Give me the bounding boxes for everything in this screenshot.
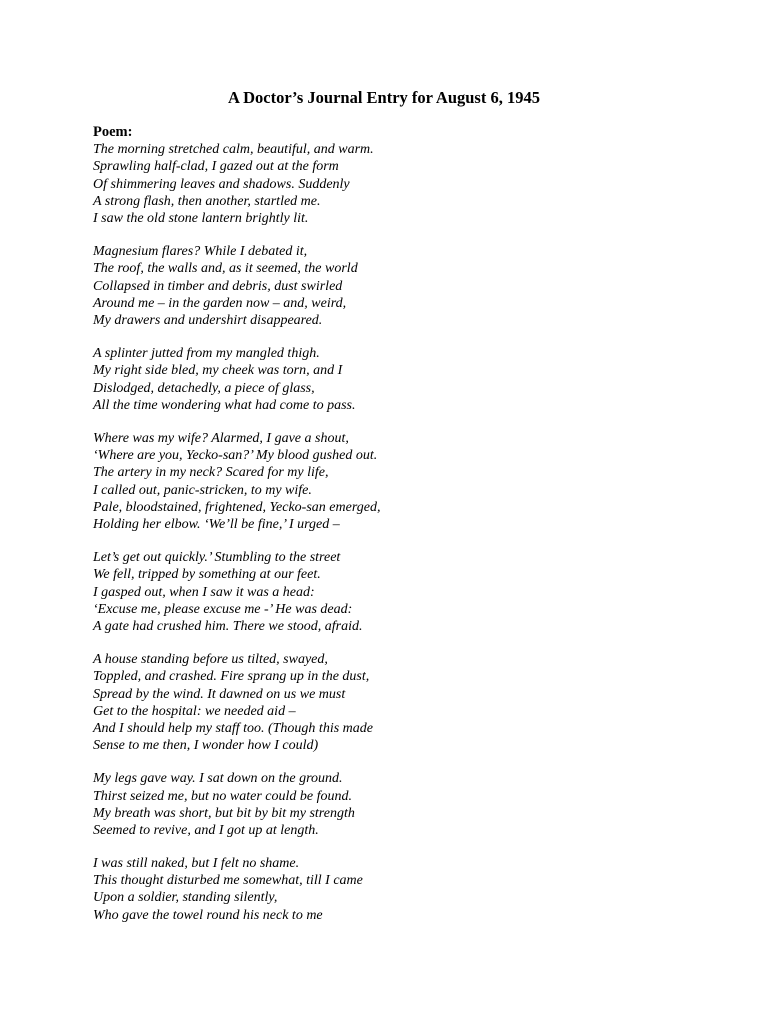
poem-line: All the time wondering what had come to pass. (93, 397, 356, 413)
poem-line: My drawers and undershirt disappeared. (93, 313, 323, 329)
poem-line: Around me – in the garden now – and, weird, (93, 295, 347, 311)
document-title: A Doctor’s Journal Entry for August 6, 1945 (228, 88, 540, 107)
poem-line: And I should help my staff too. (Though this made (93, 721, 373, 737)
stanza (93, 770, 713, 839)
poem-line: Magnesium flares? While I debated it, (93, 243, 308, 259)
poem-line: I was still naked, but I felt no shame. (93, 855, 300, 871)
poem-line: Pale, bloodstained, frightened, Yecko-san emerged, (93, 499, 381, 515)
stanza (93, 651, 713, 755)
poem-line: Where was my wife? Alarmed, I gave a shout, (93, 430, 349, 446)
poem-line: This thought disturbed me somewhat, till I came (93, 873, 363, 889)
poem (93, 124, 713, 940)
poem-line: We fell, tripped by something at our feet. (93, 567, 321, 583)
poem-line: The roof, the walls and, as it seemed, the world (93, 261, 358, 277)
poem-line: Let’s get out quickly.’ Stumbling to the street (93, 549, 341, 565)
stanza (93, 855, 713, 924)
poem-stanzas (93, 141, 713, 924)
poem-line: Who gave the towel round his neck to me (93, 907, 323, 923)
stanza (93, 430, 713, 534)
poem-line: A strong flash, then another, startled me. (93, 193, 321, 209)
poem-line: Dislodged, detachedly, a piece of glass, (93, 380, 315, 396)
poem-line: The morning stretched calm, beautiful, and warm. (93, 142, 374, 157)
poem-line: Toppled, and crashed. Fire sprang up in the dust, (93, 669, 370, 685)
poem-line: I saw the old stone lantern brightly lit. (93, 211, 309, 227)
poem-line: Collapsed in timber and debris, dust swirled (93, 278, 343, 294)
poem-line: A house standing before us tilted, swayed, (93, 651, 328, 667)
poem-line: My breath was short, but bit by bit my strength (93, 805, 355, 821)
poem-line: Seemed to revive, and I got up at length. (93, 823, 319, 839)
poem-label: Poem: (93, 124, 133, 140)
poem-line: ‘Where are you, Yecko-san?’ My blood gushed out. (93, 447, 378, 463)
poem-line: Spread by the wind. It dawned on us we must (93, 686, 346, 702)
poem-line: A splinter jutted from my mangled thigh. (93, 345, 320, 361)
stanza (93, 345, 713, 414)
poem-line: I called out, panic-stricken, to my wife. (93, 482, 312, 498)
poem-line: A gate had crushed him. There we stood, afraid. (93, 619, 363, 635)
poem-line: Thirst seized me, but no water could be found. (93, 788, 352, 804)
poem-line: Sense to me then, I wonder how I could) (93, 738, 319, 754)
poem-line: Holding her elbow. ‘We’ll be fine,’ I urged – (93, 517, 340, 533)
poem-line: Get to the hospital: we needed aid – (93, 703, 296, 719)
stanza (93, 243, 713, 329)
stanza (93, 141, 713, 227)
poem-line: Of shimmering leaves and shadows. Suddenly (93, 176, 350, 192)
poem-line: I gasped out, when I saw it was a head: (93, 584, 315, 600)
poem-line: Sprawling half-clad, I gazed out at the form (93, 159, 339, 175)
stanza (93, 549, 713, 635)
poem-line: Upon a soldier, standing silently, (93, 890, 278, 906)
poem-line: My legs gave way. I sat down on the ground. (93, 771, 343, 787)
poem-line: ‘Excuse me, please excuse me -’ He was dead: (93, 601, 353, 617)
poem-line: The artery in my neck? Scared for my life, (93, 465, 329, 481)
poem-line: My right side bled, my cheek was torn, and I (93, 363, 343, 379)
